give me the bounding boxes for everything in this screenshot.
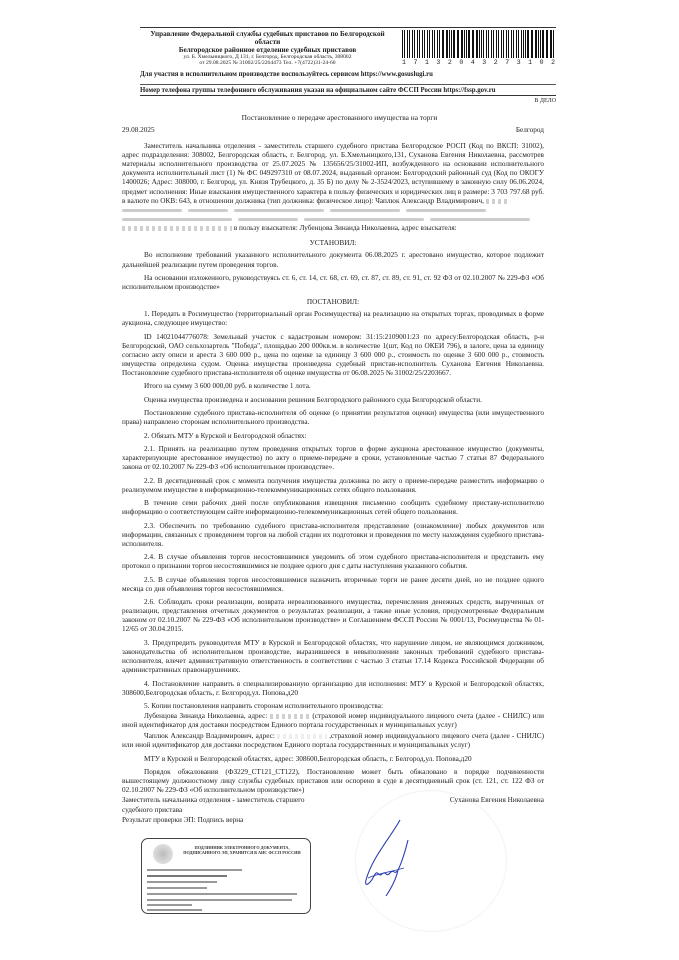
barcode-bar xyxy=(532,30,533,58)
barcode-bar xyxy=(535,30,536,58)
barcode-bar xyxy=(446,30,447,58)
barcode xyxy=(402,30,555,58)
org-name: Управление Федеральной службы судебных приставов по Белгородской xyxy=(150,30,385,38)
total: Итого на сумму 3 600 000,00 руб. в количестве 1 лота. xyxy=(144,382,311,391)
redacted xyxy=(486,199,508,204)
org-name-cont: области xyxy=(254,38,281,46)
signer-position: Заместитель начальника отделения - заместитель старшего судебного пристава xyxy=(122,796,305,814)
barcode-digit: 4 xyxy=(470,59,475,66)
document-city: Белгород xyxy=(515,126,544,134)
barcode-bar xyxy=(466,30,467,58)
barcode-bar xyxy=(521,30,522,58)
barcode-digit: 0 xyxy=(539,59,544,66)
barcode-bar xyxy=(513,30,514,58)
handwritten-signature xyxy=(360,818,420,898)
redacted xyxy=(122,226,232,231)
barcode-bar xyxy=(424,30,425,58)
paragraph: 3. Предупредить руководителя МТУ в Курской и Белгородской областях, что нарушение лицом, не являющимся должником, законодательства об исполнительном производстве, выразившееся в невыполнении законных требований судебного пристава-исполнителя, влечет административную ответственность в соответствии с частью 3 статьи 17.14 Кодекса Российской Федерации об административных правонарушениях. xyxy=(122,638,544,675)
barcode-bar xyxy=(476,30,477,58)
barcode-bar xyxy=(451,30,452,58)
barcode-digit: 0 xyxy=(459,59,464,66)
barcode-bar xyxy=(453,30,454,58)
property-item: ID 14021044776078: Земельный участок с кадастровым номером: 31:15:2109001:23 по адресу:Белгородская область, р-н Белгородский, ОАО сельхозартель "Победа", площадью 200 000кв.м. в количестве 1(шт, Код по ОКЕИ 796), в залоге, цена за единицу согласно акту описи и ареста 3 600 000 р., цена по оценке за единицу 3 600 000 р., стоимость по оценке 3 600 000 р., стоимость имущества определена судом. Оценка имущества произведена судебный пристав-исполнитель Суханова Евгения Николаевна. Постановление судебного пристава-исполнителя об оценке имущества от 06.08.2025 № 31002/25/2203667. xyxy=(122,332,544,378)
intro-tail-text: в пользу взыскателя: Лубенцова Зинаида Николаевна, адрес взыскателя: xyxy=(233,224,457,233)
coat-of-arms-icon xyxy=(153,844,173,864)
paragraph: 2.3. Обеспечить по требованию судебного пристава-исполнителя представление (ознакомление) любых документов или информации, связанных с проведением торгов на любой стадии их подготовки и проведения по месту нахождения судебного пристава-исполнителя. xyxy=(122,521,544,548)
issuer-block xyxy=(140,30,395,67)
intro-text: Заместитель начальника отделения - заместитель старшего судебного пристава Белгородское РОСП (Код по ВКСП: 31002), адрес подразделения: 308002, Белгородская область, г. Белгород, ул. Б.Хмельницкого,131, Суханова Евгения Николаевна, рассмотрев материалы исполнительного производства от 25.07.2025 № 135656/25/31002-ИП, возбужденного на основании исполнительного документа исполнительный лист (1) № ФС 049297310 от 08.07.2024, выданный органом: Белгородский районный суд (Код по ОКОГУ 1400026; Адрес: 308000, г. Белгород, ул. Князя Трубецкого, д. 35 Б) по делу № 2-3524/2023, вступившему в законную силу 06.06.2024, предмет исполнения: Иные взыскания имущественного характера в пользу физических и юридических лиц в размере: 3 703 797.68 руб. в валюте по ОКВ: 643, в отношении должника (тип должника: физическое лицо): Чаплюк Александр Владимирович, xyxy=(122,142,544,205)
document-reference: от 29.08.2025 № 31002/25/2264473 Тел. +7(4722)31-24-60 xyxy=(199,60,336,67)
barcode-digit: 2 xyxy=(447,59,452,66)
barcode-digit: 3 xyxy=(436,59,441,66)
paragraph: Во исполнение требований указанного исполнительного документа 06.08.2025 г. арестовано имущество, которое подлежит дальнейшей реализации путем проведения торгов. xyxy=(122,251,544,269)
barcode-bar xyxy=(468,30,469,58)
recipient-details: ,страховой номер индивидуального лицевого счета (далее - СНИЛС) или иной идентификатор для доставки посредством Единого портала государственных и муниципальных услуг) xyxy=(122,732,545,750)
barcode-bar xyxy=(409,30,410,58)
barcode-bar xyxy=(432,30,433,58)
barcode-digit: 2 xyxy=(493,59,498,66)
barcode-digit: 3 xyxy=(482,59,487,66)
barcode-digit: 2 xyxy=(551,59,555,66)
file-mark: В ДЕЛО xyxy=(534,98,556,104)
barcode-bar xyxy=(550,30,551,58)
established-heading: УСТАНОВИЛ: xyxy=(309,239,357,248)
barcode-bar xyxy=(518,30,519,58)
barcode-bar xyxy=(503,30,504,58)
redacted-lines xyxy=(122,206,544,224)
barcode-bar xyxy=(481,30,482,58)
electronic-signature-stamp xyxy=(141,838,311,914)
barcode-bar xyxy=(506,30,507,58)
redacted xyxy=(277,734,327,739)
barcode-bar xyxy=(407,30,408,58)
paragraph: 2.5. В случае объявления торгов несостоявшимися назначить вторичные торги не ранее десяти дней, но не позднее одного месяца со дня объявления торгов несостоявшимися. xyxy=(122,575,544,593)
paragraph: 2.4. В случае объявления торгов несостоявшимися уведомить об этом судебного пристава-исполнителя и представить ему протокол о признании торгов несостоявшимися не позднее одного дня с даты наступления указанного события. xyxy=(122,553,544,571)
barcode-bar xyxy=(525,30,526,58)
gosuslugi-notice: Для участия в исполнительном производстве воспользуйтесь сервисом https://www.gosuslugi.ru xyxy=(140,71,433,78)
recipient xyxy=(122,732,544,750)
barcode-bar xyxy=(422,30,423,58)
department: Белгородское районное отделение судебных приставов xyxy=(178,46,357,54)
intro-paragraph xyxy=(122,142,544,206)
recipient-details: (страховой номер индивидуального лицевого счета (далее - СНИЛС) или иной идентификатор для доставки посредством Единого портала государственных и муниципальных услуг) xyxy=(122,712,545,730)
document-date: 29.08.2025 xyxy=(122,126,155,134)
barcode-digit: 3 xyxy=(516,59,521,66)
barcode-bar xyxy=(483,30,484,58)
intro-tail xyxy=(122,224,544,233)
paragraph: На основании изложенного, руководствуясь ст. 6, ст. 14, ст. 68, ст. 69, ст. 87, ст. 89, ст. 91, ст. 92 ФЗ от 02.10.2007 № 229-ФЗ «Об исполнительном производстве» xyxy=(122,273,544,291)
department-address: ул. Б. Хмельницкого, Д 131, г. Белгород, Белгородская область, 308002 xyxy=(183,54,352,60)
recipient-name: Чаплюк Александр Владимирович, адрес: xyxy=(144,732,275,741)
paragraph: 2. Обязать МТУ в Курской и Белгородской областях: xyxy=(144,431,307,440)
recipient-name: Лубенцова Зинаида Николаевна, адрес: xyxy=(144,712,268,721)
signer-name: Суханова Евгения Николаевна xyxy=(449,796,544,805)
barcode-digit: 1 xyxy=(528,59,533,66)
resolved-heading: ПОСТАНОВИЛ: xyxy=(306,298,360,307)
paragraph: 4. Постановление направить в специализированную организацию для исполнения: МТУ в Курской и Белгородской областях, 308600,Белгородская область, г. Белгород,ул. Попова,д20 xyxy=(122,679,544,697)
barcode-bar xyxy=(461,30,462,58)
barcode-digit: 7 xyxy=(505,59,510,66)
barcode-digit: 1 xyxy=(424,59,429,66)
barcode-digits xyxy=(402,59,555,66)
paragraph: Оценка имущества произведена и аосновании решения Белгородского районного суда Белгородской области. xyxy=(144,395,482,404)
barcode-bar xyxy=(458,30,459,58)
recipient: МТУ в Курской и Белгородской областях, адрес: 308600,Белгородская область, г. Белгород,ул. Попова,д20 xyxy=(144,754,472,763)
barcode-bar xyxy=(402,30,403,58)
paragraph: Постановление судебного пристава-исполнителя об оценке (о принятии результатов оценки) имущества (или имущественного права) направлено сторонам исполнительного производства. xyxy=(122,409,544,427)
barcode-bar xyxy=(414,30,415,58)
paragraph: 2.2. В десятидневный срок с момента получения имущества должника по акту о приеме-передаче разместить информацию о реализуемом имуществе в информационно-телекоммуникационных сетях общего пользования. xyxy=(122,476,544,494)
appeal-procedure: Порядок обжалования (ФЗ229_СТ121_СТ122), Постановление может быть обжаловано в порядке подчиненности вышестоящему должностному лицу службы судебных приставов или оспорено в суде в десятидневный срок (ст. 121, ст. 122 ФЗ от 02.10.2007 № 229-ФЗ «Об исполнительном производстве») xyxy=(122,768,544,795)
stamp-heading: ПОДЛИННИК ЭЛЕКТРОННОГО ДОКУМЕНТА, ПОДПИСАННОГО ЭП, ХРАНИТСЯ В АИС ФССП РОССИИ xyxy=(183,845,301,856)
barcode-bar xyxy=(473,30,474,58)
signature-check: Результат проверки ЭП: Подпись верна xyxy=(122,815,244,824)
document-title: Постановление о передаче арестованного имущества на торги xyxy=(241,113,438,122)
barcode-bar xyxy=(496,30,497,58)
barcode-bar xyxy=(417,30,418,58)
barcode-digit: 1 xyxy=(402,59,406,66)
paragraph: 2.6. Соблюдать сроки реализации, возврата нереализованного имущества, перечисления денежных средств, вырученных от реализации, представления отчетных документов о результатах реализации, а также иные условия, предусмотренные Федеральным законом от 02.10.2007 № 229-ФЗ «Об исполнительном производстве» и Соглашением ФССП России № 0001/13, Росимущества № 01-12/65 от 30.04.2015. xyxy=(122,598,544,634)
barcode-bar xyxy=(429,30,430,58)
barcode-bar xyxy=(488,30,489,58)
barcode-bar xyxy=(527,30,528,58)
barcode-bar xyxy=(540,30,541,58)
paragraph: 5. Копии постановления направить сторонам исполнительного производства: xyxy=(144,702,383,711)
document-body xyxy=(122,126,544,825)
recipient xyxy=(122,712,544,730)
barcode-bar xyxy=(443,30,444,58)
barcode-bar xyxy=(491,30,492,58)
barcode-bar xyxy=(542,30,543,58)
barcode-bar xyxy=(547,30,548,58)
paragraph: 1. Передать в Росимущество (территориальный орган Росимущества) на реализацию на открытых торгах, проводимых в форме аукциона, следующее имущество: xyxy=(122,310,544,328)
barcode-digit: 7 xyxy=(413,59,418,66)
phone-notice: Номер телефона группы телефонного обслуживания указан на официальном сайте ФССП России https://fssp.gov.ru xyxy=(140,84,556,96)
paragraph: В течение семи рабочих дней после опубликования извещения письменно сообщить судебному приставу-исполнителю информацию о соответствующем сайте информационно-телекоммуникационных сетей общего пользования. xyxy=(122,499,544,517)
barcode-bar xyxy=(498,30,499,58)
paragraph: 2.1. Принять на реализацию путем проведения открытых торгов в форме аукциона арестованное имущество (документы, характеризующие арестованное имущество) по акту о приеме-передаче в сроки, установленные частью 7 статьи 87 Федерального закона от 02.10.2007 № 229-ФЗ «Об исполнительном производстве». xyxy=(122,445,544,472)
barcode-bar xyxy=(439,30,440,58)
barcode-bar xyxy=(437,30,438,58)
redacted xyxy=(270,714,310,719)
barcode-bar xyxy=(511,30,512,58)
